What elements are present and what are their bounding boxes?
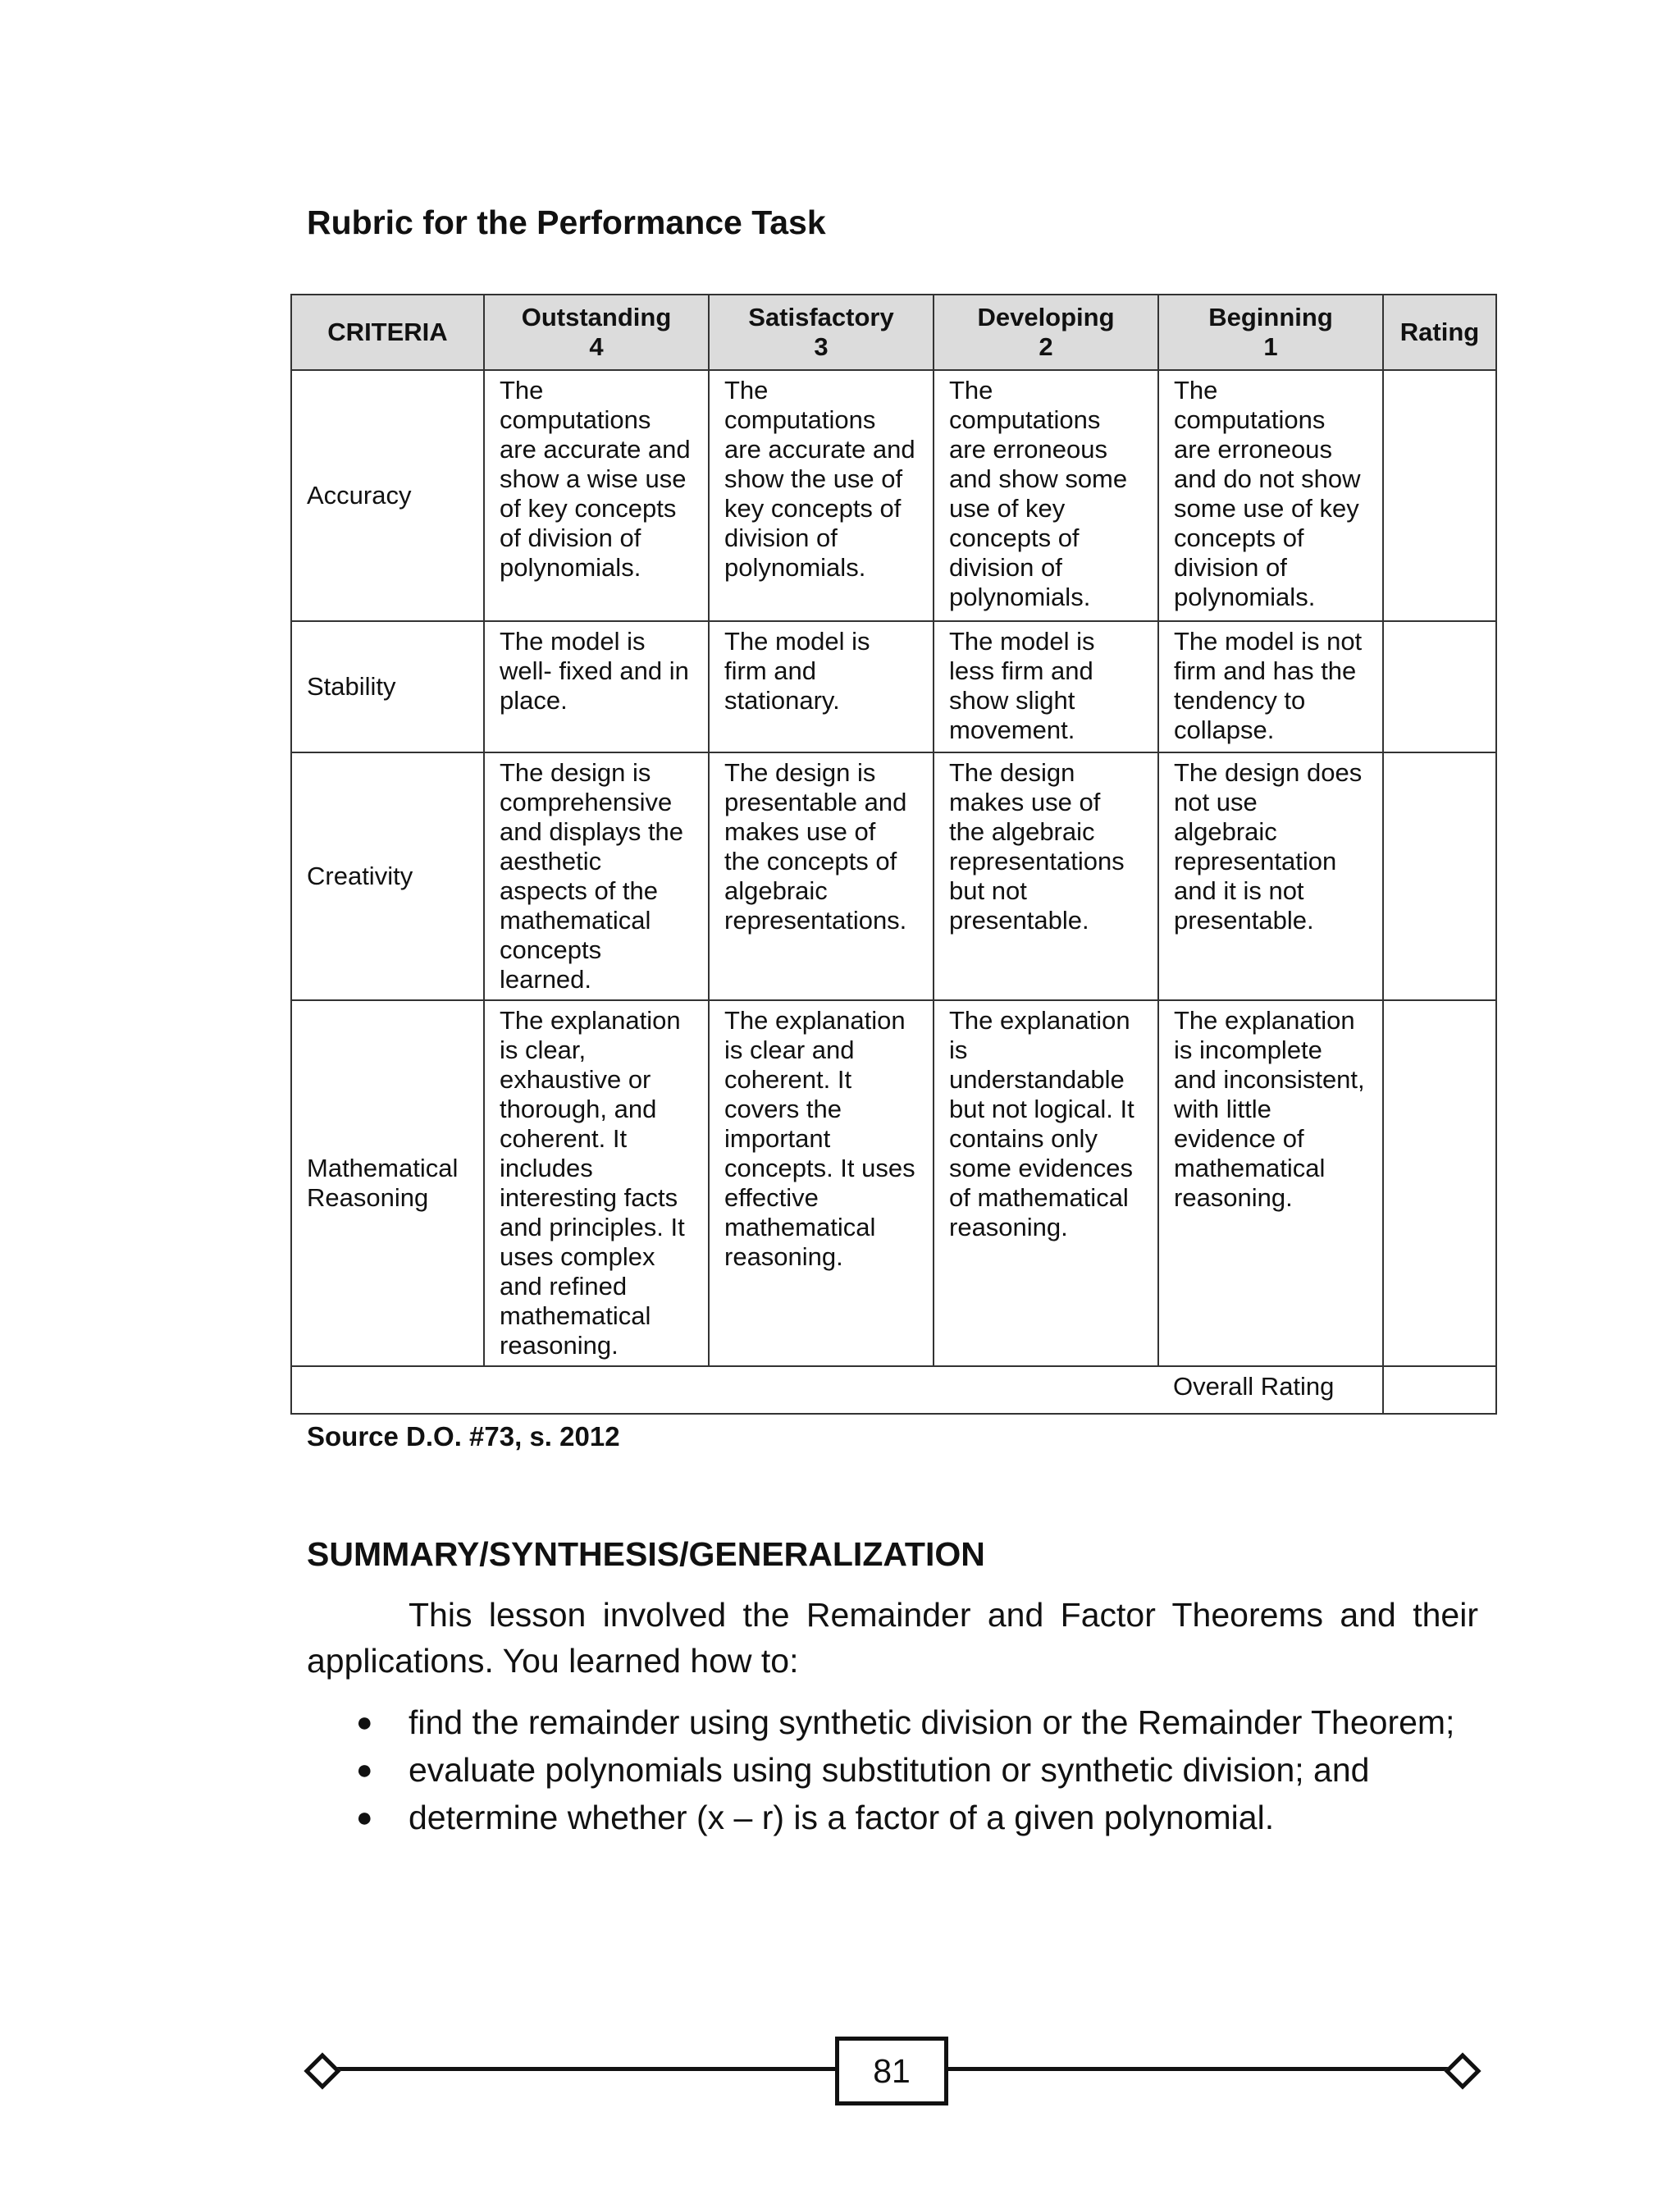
rubric-cell: The computations are erroneous and do not show some use of key concepts of division of polynomials. [1158, 370, 1383, 621]
rating-cell [1383, 752, 1496, 1000]
rating-cell [1383, 370, 1496, 621]
rubric-cell: The model is firm and stationary. [709, 621, 934, 752]
summary-paragraph: This lesson involved the Remainder and Factor Theorems and their applications. You learned how to: [307, 1596, 1478, 1680]
criterion-label: Accuracy [291, 370, 484, 621]
summary-title: SUMMARY/SYNTHESIS/GENERALIZATION [307, 1535, 985, 1573]
list-item-text: find the remainder using synthetic division or the Remainder Theorem; [409, 1703, 1455, 1741]
rating-cell [1383, 1000, 1496, 1366]
rating-cell [1383, 621, 1496, 752]
rubric-cell: The computations are accurate and show the use of key concepts of division of polynomials. [709, 370, 934, 621]
overall-rating-cell [1383, 1366, 1496, 1414]
diamond-right-icon [1444, 2052, 1481, 2089]
rating-header: Rating [1383, 295, 1496, 370]
level-header-outstanding [484, 295, 709, 370]
level-score: 1 [1263, 332, 1278, 361]
rubric-cell: The model is well- fixed and in place. [484, 621, 709, 752]
summary-list [307, 1699, 1504, 1841]
overall-spacer [291, 1366, 1158, 1414]
rubric-cell: The model is not firm and has the tendency to collapse. [1158, 621, 1383, 752]
list-item [307, 1746, 1504, 1794]
level-score: 3 [814, 332, 829, 361]
footer-rule-left [325, 2067, 835, 2071]
rubric-cell: The explanation is understandable but not logical. It contains only some evidences of mathematical reasoning. [934, 1000, 1158, 1366]
rubric-cell: The design does not use algebraic representation and it is not presentable. [1158, 752, 1383, 1000]
page-heading: Rubric for the Performance Task [307, 203, 826, 241]
bullet-icon: ● [356, 1707, 373, 1738]
rubric-table [290, 294, 1497, 1415]
rubric-row-accuracy [291, 370, 1496, 621]
footer-rule-right [940, 2067, 1450, 2071]
level-name: Beginning [1208, 303, 1333, 331]
overall-rating-row [291, 1366, 1496, 1414]
rubric-row-creativity [291, 752, 1496, 1000]
level-name: Developing [977, 303, 1115, 331]
list-item-text: determine whether (x – r) is a factor of a given polynomial. [409, 1799, 1275, 1836]
list-item-text: evaluate polynomials using substitution or synthetic division; and [409, 1751, 1370, 1789]
rubric-cell: The design is presentable and makes use of the concepts of algebraic representations. [709, 752, 934, 1000]
criterion-label: Stability [291, 621, 484, 752]
rubric-cell: The computations are accurate and show a wise use of key concepts of division of polynomials. [484, 370, 709, 621]
rubric-cell: The design makes use of the algebraic representations but not presentable. [934, 752, 1158, 1000]
list-item [307, 1794, 1504, 1841]
level-name: Outstanding [521, 303, 672, 331]
rubric-cell: The explanation is clear and coherent. It covers the important concepts. It uses effective mathematical reasoning. [709, 1000, 934, 1366]
level-score: 4 [589, 332, 604, 361]
level-header-beginning [1158, 295, 1383, 370]
rubric-cell: The explanation is clear, exhaustive or thorough, and coherent. It includes interesting facts and principles. It uses complex and refined mathematical reasoning. [484, 1000, 709, 1366]
level-score: 2 [1039, 332, 1053, 361]
bullet-icon: ● [356, 1802, 373, 1833]
level-name: Satisfactory [748, 303, 894, 331]
overall-rating-label: Overall Rating [1158, 1366, 1383, 1414]
criterion-label: Creativity [291, 752, 484, 1000]
rubric-cell: The design is comprehensive and displays the aesthetic aspects of the mathematical concepts learned. [484, 752, 709, 1000]
rubric-row-stability [291, 621, 1496, 752]
rubric-header-row [291, 295, 1496, 370]
page-number: 81 [835, 2037, 948, 2105]
rubric-cell: The explanation is incomplete and inconsistent, with little evidence of mathematical reasoning. [1158, 1000, 1383, 1366]
criteria-header: CRITERIA [291, 295, 484, 370]
criterion-label: Mathematical Reasoning [291, 1000, 484, 1366]
rubric-cell: The computations are erroneous and show some use of key concepts of division of polynomials. [934, 370, 1158, 621]
level-header-satisfactory [709, 295, 934, 370]
bullet-icon: ● [356, 1754, 373, 1785]
source-citation: Source D.O. #73, s. 2012 [307, 1421, 620, 1452]
diamond-left-icon [304, 2052, 340, 2089]
rubric-row-mathematical-reasoning [291, 1000, 1496, 1366]
list-item [307, 1699, 1504, 1746]
rubric-cell: The model is less firm and show slight movement. [934, 621, 1158, 752]
level-header-developing [934, 295, 1158, 370]
